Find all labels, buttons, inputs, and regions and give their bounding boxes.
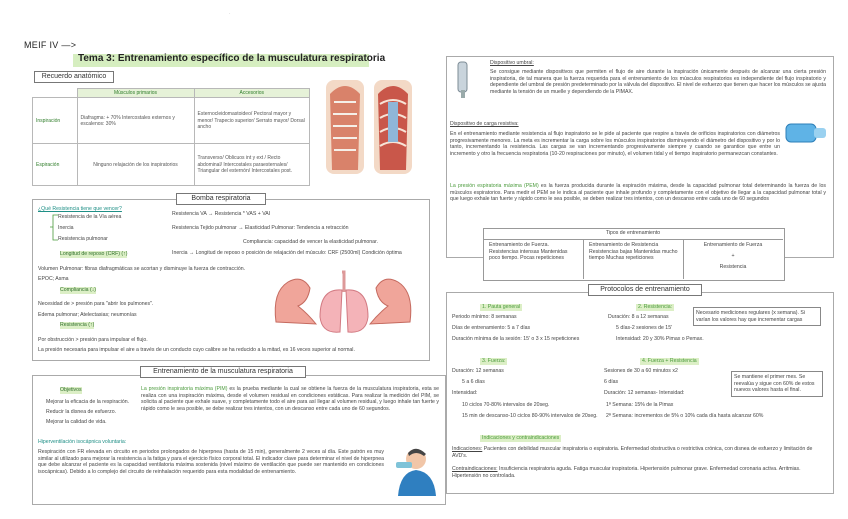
p4-item-3: Duración: 12 semanas- Intensidad: [604, 390, 685, 396]
umbral-title: Dispositivo umbral: [490, 60, 534, 66]
p1-item-3: Duración mínima de la sesión: 15' o 3 x 15 repeticiones [452, 336, 580, 342]
p3-duration: Duración: 12 semanas [452, 368, 504, 374]
indicaciones-text: Pacientes con debilidad muscular inspiratoria o espiratoria. Enfermedad obstructiva o restrictiva crónica, con disnea de esfuerzo y limitación de AVD's. [452, 446, 813, 459]
contraindicaciones-label: Contraindicaciones: [452, 466, 498, 472]
p2-note: Necesario mediciones regulares (x semana). Si varían los valores hay que incrementar cargas [693, 307, 821, 326]
pem-paragraph [450, 183, 826, 203]
entrenamiento-title: Entrenamiento de la musculatura respiratoria [140, 366, 306, 378]
tipos-col-3c: Resistencia [719, 264, 747, 270]
row-espiracion-label: Espiración [33, 144, 78, 186]
p4-title: 4. Fuerza + Resistencia [642, 358, 697, 364]
formula-3: Compliancia: capacidad de vencer la elasticidad pulmonar. [243, 239, 378, 245]
epoc-text: EPOC; Asma [38, 276, 69, 282]
p3-freq: 5 a 6 días [462, 379, 485, 385]
obstruccion-text: Por obstrucción > presión para impulsar el flujo. [38, 337, 148, 343]
page-title: Tema 3: Entrenamiento específico de la musculatura respiratoria [78, 53, 386, 64]
p1-title: 1. Pauta general [482, 304, 521, 310]
bomba-item-1: Resistencia de la Vía aérea [58, 214, 122, 220]
threshold-device-icon [452, 60, 482, 100]
formula-4: Inercia → Longitud de reposo o posición de relajación del músculo: CRF (2500ml) Condición óptima [172, 250, 402, 256]
row-espiracion-accesorios: Transverso/ Oblicuos int y ext / Recto abdominal/ Intercostales paraesternales/ Triangular del esternón/ Intercostales post. [194, 144, 310, 186]
bomba-question: ¿Qué Resistencia tiene que vencer? [38, 206, 122, 212]
objetivos-title: Objetivos [60, 387, 82, 393]
pim-text: es la prueba mediante la cual se obtiene la fuerza de la musculatura inspiratoria, esta se realiza con una inspiración máxima, desde el volumen residual en condiciones estáticas. Para realizar la medición del PIM, se solicita al paciente que exhale suave, y completamente todo el aire para así llegar al volumen residual, y luego inhale tan fuerte y rápido como le sea posible, se debe realizar tres intentos, con un descanso entre cada uno de 60 segundos. [141, 386, 439, 412]
pim-lead: La presión inspiratoria máxima (PIM) [141, 386, 228, 392]
bomba-item-3: Resistencia pulmonar [58, 236, 108, 242]
longitud-label: Longitud de reposo (CRF) (↑) [60, 251, 128, 257]
bracket-icon [50, 213, 60, 243]
protocolos-title: Protocolos de entrenamiento [588, 284, 702, 296]
tipos-col-2: Entrenamiento de Resistencia Resistencias bajas Mantenidas mucho tiempo Muchas repeticiones [589, 242, 678, 262]
resistencia-label: Resistencia (↑) [60, 322, 95, 328]
compliancia-label: Compliancia (↓) [60, 287, 97, 293]
p3-intensidad: Intensidad: [452, 390, 478, 396]
tipos-col-1: Entrenamiento de Fuerza. Resistencias intensas Mantenidas poco tiempo. Pocas repeticiones [489, 242, 568, 262]
pem-text: es la fuerza producida durante la espiración máxima, desde la capacidad pulmonar total determinando la fuerza de los músculos espiratorios. Para medir el PEM se le indica al paciente que inhale profundo y completamente con el objetivo de llegar a la capacidad pulmonar total y que luego exhale tan fuerte y rápido como le sea posible, se deben realizar tres intentos, con un descanso entre cada uno de 60 segundos [450, 183, 826, 203]
formula-1: Resistencia VA → Resistencia * VAS + VAI [172, 211, 271, 217]
tipos-col-3a: Entrenamiento de Fuerza [703, 242, 763, 248]
row-inspiracion-label: Inspiración [33, 98, 78, 144]
objetivo-2: Reducir la disnea de esfuerzo. [46, 409, 117, 415]
resistive-device-icon [782, 116, 828, 156]
tipos-title: Tipos de entrenamiento [605, 230, 661, 236]
objetivo-3: Mejorar la calidad de vida. [46, 419, 107, 425]
col-accesorios: Accesorios [194, 89, 310, 98]
patient-device-illustration [386, 444, 440, 496]
tipos-divider [483, 239, 783, 240]
p3-item-2: 15 min de descanso-10 ciclos 80-90% intervalos de 20seg. [462, 413, 598, 419]
p2-duration: Duración: 8 a 12 semanas [608, 314, 669, 320]
p4-note: Se mantiene el primer mes. Se reevalúa y sigue con 60% de estos nuevos valores hasta el final. [731, 371, 823, 397]
row-inspiracion-accesorios: Esternocleidomastoideo/ Pectoral mayor y menor/ Trapecio superior/ Serrato mayor/ Dorsal ancho [194, 98, 310, 144]
carga-title: Dispositivo de carga resistiva: [450, 121, 519, 127]
row-espiracion-primarios: Ninguno relajación de los inspiratorios [77, 144, 194, 186]
p1-item-2: Días de entrenamiento: 5 a 7 días [452, 325, 531, 331]
p4-week-2: 2ª Semana: incrementos de 5% o 10% cada día hasta alcanzar 60% [606, 413, 764, 419]
p2-item-2: Intensidad: 20 y 30% Pimax o Pemax. [616, 336, 704, 342]
recuerdo-title: Recuerdo anatómico [34, 71, 114, 83]
lungs-muscle-illustration [268, 262, 418, 342]
pim-paragraph [141, 386, 439, 412]
p3-title: 3. Fuerza: [482, 358, 506, 364]
respiratory-muscles-illustration [318, 74, 422, 180]
p4-item-1: Sesiones de 30 a 60 minutos x2 [604, 368, 678, 374]
p1-item-1: Periodo mínimo: 8 semanas [452, 314, 517, 320]
bomba-title: Bomba respiratoria [176, 193, 266, 205]
bomba-item-2: Inercia [58, 225, 74, 231]
p2-title: 2. Resistencia: [638, 304, 673, 310]
formula-2: Resistencia Tejido pulmonar → Elasticidad Pulmonar: Tendencia a retracción [172, 225, 349, 231]
umbral-text: Se consigue mediante dispositivos que permiten el flujo de aire durante la inspiración únicamente después de alcanzar una cierta presión inspiratoria, de tal manera que la fuerza requerida para el entrenamiento de los músculos respiratorios es independiente del flujo inspiratorio y dependiente del umbral de presión predeterminado por la válvula del dispositivo. El nivel de esfuerzo que tienen que hacer los músculos se ajusta mediante la tensión de un muelle y dependiendo de la PIMAX. [490, 69, 826, 95]
indicaciones-paragraph [452, 446, 826, 459]
col-primarios: Músculos primarios [77, 89, 194, 98]
indicaciones-label: Indicaciones: [452, 446, 483, 452]
carga-text: En el entrenamiento mediante resistencia al flujo inspiratorio se le pide al paciente que respire a través de orificios inspiratorios con diámetros progresivamente menores. La meta es incrementar la carga sobre los músculos inspiratorios disminuyendo el diámetro del dispositivo y por lo tanto, incrementando la resistencia. Las cargas se van incrementando progresivamente siempre y cuando se garantice que entre un incremento y otro la frecuencia respiratoria (10-20 respiraciones por minuto), el volumen tidal y el tiempo inspiratorio permanezcan constantes. [450, 131, 780, 157]
row-inspiracion-primarios: Diafragma: + 70% Intercostales externos y escalenos: 30% [77, 98, 194, 144]
tipos-col-3b: + [731, 253, 735, 259]
p4-week-1: 1ª Semana: 15% de la Pimax [606, 402, 674, 408]
p2-item-1: 5 días-2 sesiones de 15' [616, 325, 673, 331]
stray-dot: · [229, 12, 231, 17]
contraindicaciones-paragraph [452, 466, 826, 479]
edema-text: Edema pulmonar; Atelectasias; neumonías [38, 312, 137, 318]
vol-pulmonar: Volumen Pulmonar: fibras diafragmáticas se acortan y disminuye la fuerza de contracción. [38, 266, 246, 272]
hiper-title: Hiperventilación isocápnica voluntaria: [38, 439, 127, 445]
p4-item-2: 6 días [604, 379, 619, 385]
indicaciones-title: Indicaciones y contraindicaciones [482, 435, 560, 441]
course-label: MEIF IV —> [24, 40, 77, 50]
tipos-col-divider-2 [683, 239, 684, 279]
pem-lead: La presión espiratoria máxima (PEM) [450, 183, 539, 189]
necesidad-text: Necesidad de > presión para "abrir los pulmones". [38, 301, 154, 307]
contraindicaciones-text: Insuficiencia respiratoria aguda. Fatiga muscular inspiratoria. Hipertensión pulmonar grave. Enfermedad coronaria activa. Arritmias. Hipertensión no controlada. [452, 466, 801, 479]
tipos-col-divider-1 [583, 239, 584, 279]
presion-text: La presión necesaria para impulsar el aire a través de un conducto cuyo calibre se ha reducido a la mitad, es 16 veces superior al normal. [38, 347, 355, 353]
anatomy-table [32, 88, 310, 186]
p3-item-1: 10 ciclos 70-80% intervalos de 20seg. [462, 402, 550, 408]
hiper-text: Respiración con FR elevada en circuito en periodos prolongados de hiperpnea (hasta de 15 min), generalmente 2 veces al día. Este patrón es muy similar al utilizado para mejorar la resistencia a la fatiga y para el ejercicio físico corporal total. El indicador clave para determinar el nivel de hiperpnea que debe alcanzar el paciente es la capacidad ventilatoria máxima sostenida (nivel máximo de ventilación que puede ser mantenido en condiciones isocápnicas). Debido a lo complejo del circuito de reinhalación requerido para esta modalidad de entrenamiento. [38, 449, 384, 475]
objetivo-1: Mejorar la eficacia de la respiración. [46, 399, 130, 405]
